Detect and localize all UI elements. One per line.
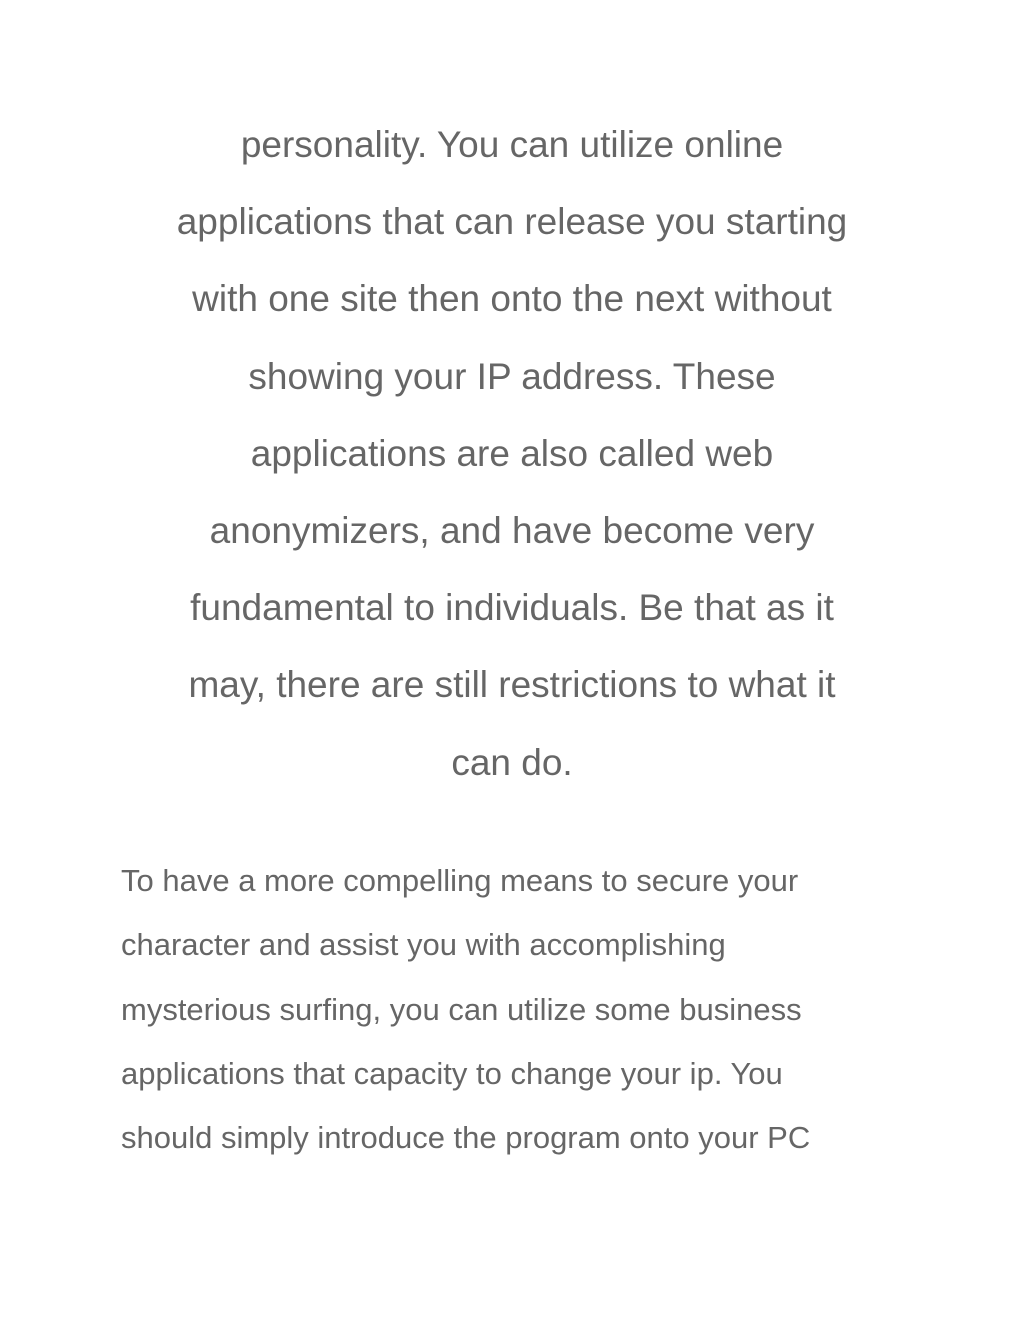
paragraph-line: should simply introduce the program onto your PC	[121, 1120, 811, 1156]
paragraph-line: mysterious surfing, you can utilize some business	[121, 991, 802, 1027]
paragraph-line: may, there are still restrictions to what it	[188, 664, 836, 706]
paragraph-line: showing your IP address. These	[248, 355, 776, 397]
paragraph-line: applications that capacity to change your ip. You	[121, 1055, 783, 1091]
paragraph-line: with one site then onto the next without	[192, 278, 832, 320]
paragraph-line: To have a more compelling means to secure your	[121, 863, 799, 898]
paragraph-line: fundamental to individuals. Be that as it	[190, 587, 834, 629]
paragraph-line: applications are also called web	[250, 432, 774, 474]
paragraph-line: character and assist you with accomplishing	[121, 927, 726, 963]
paragraph-line: can do.	[451, 741, 573, 783]
paragraph-line: anonymizers, and have become very	[209, 510, 815, 552]
paragraph-line: applications that can release you starting	[176, 201, 848, 243]
paragraph-line: personality. You can utilize online	[240, 124, 784, 165]
centered-paragraph	[120, 106, 904, 801]
left-aligned-paragraph	[121, 849, 901, 1170]
